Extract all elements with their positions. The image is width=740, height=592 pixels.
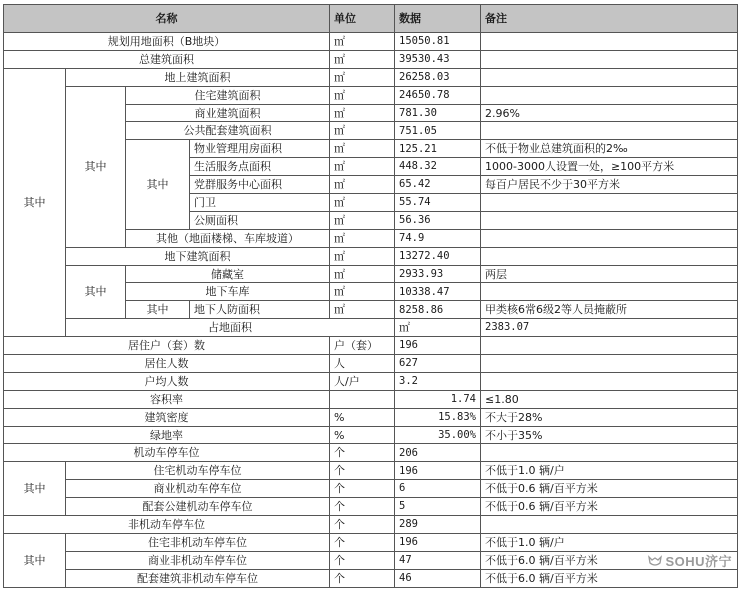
row-name: 住宅建筑面积 xyxy=(126,86,330,104)
row-value: 196 xyxy=(395,462,481,480)
row-value: 289 xyxy=(395,516,481,534)
row-note: 不低于0.6 辆/百平方米 xyxy=(481,480,738,498)
row-name: 党群服务中心面积 xyxy=(190,176,330,194)
row-value: 196 xyxy=(395,337,481,355)
row-unit: 个 xyxy=(330,551,395,569)
table-row xyxy=(4,498,738,516)
row-unit: 个 xyxy=(330,498,395,516)
row-unit: 个 xyxy=(330,462,395,480)
row-unit: ㎡ xyxy=(330,140,395,158)
row-value: 3.2 xyxy=(395,372,481,390)
row-value: 15050.81 xyxy=(395,33,481,51)
row-name: 占地面积 xyxy=(66,319,395,337)
header-row xyxy=(4,5,738,33)
row-note: 不小于35% xyxy=(481,426,738,444)
row-value: 448.32 xyxy=(395,158,481,176)
row-name: 储藏室 xyxy=(126,265,330,283)
row-name: 地上建筑面积 xyxy=(66,68,330,86)
row-note xyxy=(481,355,738,373)
table-row xyxy=(4,533,738,551)
row-value: 6 xyxy=(395,480,481,498)
row-value: 10338.47 xyxy=(395,283,481,301)
row-note xyxy=(481,247,738,265)
group-label-public-facilities: 其中 xyxy=(126,140,190,229)
header-name: 名称 xyxy=(4,5,330,33)
row-unit: 个 xyxy=(330,533,395,551)
row-note xyxy=(481,516,738,534)
row-unit: ㎡ xyxy=(330,104,395,122)
table-row xyxy=(4,247,738,265)
row-unit: ㎡ xyxy=(330,68,395,86)
row-name: 总建筑面积 xyxy=(4,50,330,68)
row-value: 2933.93 xyxy=(395,265,481,283)
row-note xyxy=(481,33,738,51)
row-unit: ㎡ xyxy=(330,158,395,176)
row-value: 74.9 xyxy=(395,229,481,247)
table-row xyxy=(4,337,738,355)
row-note: 不大于28% xyxy=(481,408,738,426)
row-name: 住宅非机动车停车位 xyxy=(66,533,330,551)
row-note: 1000-3000人设置一处，≥100平方米 xyxy=(481,158,738,176)
sohu-fox-icon xyxy=(648,555,662,567)
row-value: 206 xyxy=(395,444,481,462)
row-note xyxy=(481,86,738,104)
row-name: 地下建筑面积 xyxy=(66,247,330,265)
row-unit: ㎡ xyxy=(330,86,395,104)
row-value: 55.74 xyxy=(395,194,481,212)
row-value: 47 xyxy=(395,551,481,569)
row-value: 8258.86 xyxy=(395,301,481,319)
row-note: 甲类核6常6级2等人员掩蔽所 xyxy=(481,301,738,319)
table-row xyxy=(4,319,738,337)
row-unit: ㎡ xyxy=(330,50,395,68)
row-note: 2.96% xyxy=(481,104,738,122)
table-row xyxy=(4,86,738,104)
row-value: 26258.03 xyxy=(395,68,481,86)
group-label-building-area: 其中 xyxy=(4,68,66,336)
row-note: 不低于6.0 辆/百平方米 xyxy=(481,551,738,569)
table-row xyxy=(4,551,738,569)
indicator-table xyxy=(3,4,738,588)
row-name: 容积率 xyxy=(4,390,330,408)
row-name: 公厕面积 xyxy=(190,211,330,229)
table-row xyxy=(4,50,738,68)
row-unit: 个 xyxy=(330,444,395,462)
row-unit: ㎡ xyxy=(330,211,395,229)
row-unit: ㎡ xyxy=(330,33,395,51)
row-unit: ㎡ xyxy=(330,176,395,194)
sohu-watermark xyxy=(648,551,732,570)
table-row xyxy=(4,480,738,498)
row-value: 56.36 xyxy=(395,211,481,229)
row-name: 物业管理用房面积 xyxy=(190,140,330,158)
row-value: 46 xyxy=(395,569,481,587)
row-note: ≤1.80 xyxy=(481,390,738,408)
row-value: 15.83% xyxy=(395,408,481,426)
row-name: 商业机动车停车位 xyxy=(66,480,330,498)
row-unit: ㎡ xyxy=(330,265,395,283)
row-name: 其他（地面楼梯、车库坡道） xyxy=(126,229,330,247)
row-note: 每百户居民不少于30平方米 xyxy=(481,176,738,194)
table-row xyxy=(4,516,738,534)
row-note xyxy=(481,229,738,247)
row-unit xyxy=(330,390,395,408)
row-note xyxy=(481,211,738,229)
row-note xyxy=(481,122,738,140)
row-note: 不低于0.6 辆/百平方米 xyxy=(481,498,738,516)
row-value: 196 xyxy=(395,533,481,551)
row-note: 不低于物业总建筑面积的2‰ xyxy=(481,140,738,158)
row-name: 非机动车停车位 xyxy=(4,516,330,534)
row-unit: ㎡ xyxy=(330,194,395,212)
row-name: 机动车停车位 xyxy=(4,444,330,462)
row-name: 居住户（套）数 xyxy=(4,337,330,355)
group-label-above-ground: 其中 xyxy=(66,86,126,247)
table-row xyxy=(4,462,738,480)
row-value: 781.30 xyxy=(395,104,481,122)
row-value: 2383.07 xyxy=(481,319,738,337)
row-note xyxy=(481,372,738,390)
row-name: 配套建筑非机动车停车位 xyxy=(66,569,330,587)
table-row xyxy=(4,426,738,444)
table-row xyxy=(4,265,738,283)
row-unit: 个 xyxy=(330,516,395,534)
row-value: 13272.40 xyxy=(395,247,481,265)
row-unit: ㎡ xyxy=(330,229,395,247)
row-name: 商业建筑面积 xyxy=(126,104,330,122)
group-label-motor-parking: 其中 xyxy=(4,462,66,516)
row-note: 两层 xyxy=(481,265,738,283)
table-row xyxy=(4,444,738,462)
row-name: 建筑密度 xyxy=(4,408,330,426)
row-unit: ㎡ xyxy=(330,247,395,265)
row-note: 不低于6.0 辆/百平方米 xyxy=(481,569,738,587)
table-row xyxy=(4,355,738,373)
row-value: 5 xyxy=(395,498,481,516)
row-note: 不低于1.0 辆/户 xyxy=(481,462,738,480)
row-value: 627 xyxy=(395,355,481,373)
row-name: 地下人防面积 xyxy=(190,301,330,319)
table-row xyxy=(4,390,738,408)
group-label-bicycle-parking: 其中 xyxy=(4,533,66,587)
watermark-text: SOHU济宁 xyxy=(665,554,732,569)
table-row xyxy=(4,569,738,587)
row-value: 1.74 xyxy=(395,390,481,408)
row-unit: 户（套） xyxy=(330,337,395,355)
row-unit: 人/户 xyxy=(330,372,395,390)
row-name: 公共配套建筑面积 xyxy=(126,122,330,140)
row-unit: % xyxy=(330,426,395,444)
row-name: 户均人数 xyxy=(4,372,330,390)
row-name: 地下车库 xyxy=(126,283,330,301)
row-unit: ㎡ xyxy=(330,301,395,319)
row-name: 绿地率 xyxy=(4,426,330,444)
row-value: 35.00% xyxy=(395,426,481,444)
row-note xyxy=(481,283,738,301)
row-value: 125.21 xyxy=(395,140,481,158)
row-unit: ㎡ xyxy=(330,283,395,301)
row-unit: ㎡ xyxy=(395,319,481,337)
table-row xyxy=(4,408,738,426)
row-value: 65.42 xyxy=(395,176,481,194)
header-note: 备注 xyxy=(481,5,738,33)
row-note xyxy=(481,68,738,86)
row-name: 生活服务点面积 xyxy=(190,158,330,176)
row-note xyxy=(481,444,738,462)
row-unit: 人 xyxy=(330,355,395,373)
group-label-garage: 其中 xyxy=(126,301,190,319)
row-name: 居住人数 xyxy=(4,355,330,373)
row-value: 751.05 xyxy=(395,122,481,140)
group-label-underground: 其中 xyxy=(66,265,126,319)
header-value: 数据 xyxy=(395,5,481,33)
table-row xyxy=(4,68,738,86)
header-unit: 单位 xyxy=(330,5,395,33)
row-note: 不低于1.0 辆/户 xyxy=(481,533,738,551)
row-unit: 个 xyxy=(330,569,395,587)
row-note xyxy=(481,194,738,212)
row-note xyxy=(481,50,738,68)
row-unit: % xyxy=(330,408,395,426)
row-name: 规划用地面积（B地块） xyxy=(4,33,330,51)
row-name: 门卫 xyxy=(190,194,330,212)
row-value: 39530.43 xyxy=(395,50,481,68)
row-name: 配套公建机动车停车位 xyxy=(66,498,330,516)
row-value: 24650.78 xyxy=(395,86,481,104)
row-unit: 个 xyxy=(330,480,395,498)
row-unit: ㎡ xyxy=(330,122,395,140)
row-name: 住宅机动车停车位 xyxy=(66,462,330,480)
row-name: 商业非机动车停车位 xyxy=(66,551,330,569)
row-note xyxy=(481,337,738,355)
table-row xyxy=(4,372,738,390)
table-row xyxy=(4,33,738,51)
